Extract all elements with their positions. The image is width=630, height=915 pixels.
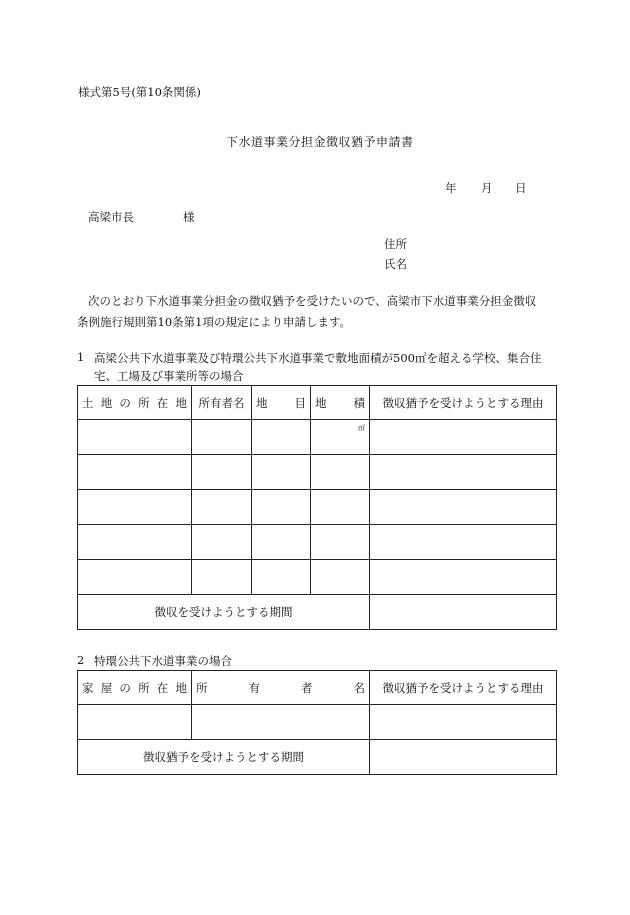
table-row — [78, 560, 557, 595]
owner-name-cell[interactable] — [192, 525, 252, 560]
land-area-cell[interactable] — [311, 560, 370, 595]
section1-number: 1 — [77, 350, 85, 364]
section2-period-value[interactable] — [370, 740, 557, 775]
section1-header-row — [78, 386, 557, 420]
land-location-cell[interactable] — [78, 525, 192, 560]
header-land-category-text: 地 目 — [256, 395, 306, 410]
deferral-reason-cell[interactable] — [370, 525, 557, 560]
deferral-reason-cell[interactable] — [370, 560, 557, 595]
section1-heading-line-1: 高梁公共下水道事業及び特環公共下水道事業で敷地面積が500㎡を超える学校、集合住 — [94, 351, 542, 365]
header-owner — [192, 671, 370, 705]
section2-number: 2 — [77, 653, 85, 667]
section2-heading: 特環公共下水道事業の場合 — [94, 654, 232, 668]
land-area-cell[interactable] — [311, 490, 370, 525]
addressee-honorific: 様 — [183, 210, 195, 224]
header-land-location — [78, 386, 192, 420]
land-area-cell[interactable] — [311, 420, 370, 455]
owner-name-cell[interactable] — [192, 420, 252, 455]
table-row — [78, 705, 557, 740]
section2-header-row — [78, 671, 557, 705]
section2-table — [77, 670, 557, 775]
table-row — [78, 420, 557, 455]
addressee-name: 高梁市長 — [88, 210, 134, 224]
land-category-cell[interactable] — [252, 490, 311, 525]
land-category-cell[interactable] — [252, 525, 311, 560]
section1-period-row — [78, 595, 557, 630]
land-location-cell[interactable] — [78, 490, 192, 525]
name-label: 氏名 — [384, 257, 407, 271]
date-day-label: 日 — [515, 181, 527, 195]
section1-heading-line-2: 宅、工場及び事業所等の場合 — [94, 369, 244, 383]
section2-period-label: 徴収猶予を受けようとする期間 — [78, 740, 370, 775]
form-number: 様式第5号(第10条関係) — [78, 85, 201, 99]
header-house-location — [78, 671, 192, 705]
deferral-reason-cell[interactable] — [370, 455, 557, 490]
header-deferral-reason: 徴収猶予を受けようとする理由 — [370, 671, 557, 705]
land-location-cell[interactable] — [78, 560, 192, 595]
section1-period-value[interactable] — [370, 595, 557, 630]
header-house-location-text: 家 屋 の 所 在 地 — [82, 680, 187, 695]
date-month-label: 月 — [481, 181, 493, 195]
area-unit: ㎡ — [358, 424, 365, 432]
house-location-cell[interactable] — [78, 705, 192, 740]
owner-name-cell[interactable] — [192, 455, 252, 490]
header-land-area-text: 地 積 — [315, 395, 365, 410]
owner-cell[interactable] — [192, 705, 370, 740]
address-label: 住所 — [384, 237, 407, 251]
intro-line-2: 条例施行規則第10条第1項の規定により申請します。 — [77, 315, 352, 329]
section2-period-row — [78, 740, 557, 775]
header-owner-text: 所 有 者 名 — [196, 680, 365, 695]
land-category-cell[interactable] — [252, 420, 311, 455]
deferral-reason-cell[interactable] — [370, 490, 557, 525]
header-owner-name: 所有者名 — [192, 386, 252, 420]
section1-table — [77, 385, 557, 630]
owner-name-cell[interactable] — [192, 560, 252, 595]
deferral-reason-cell[interactable] — [370, 420, 557, 455]
header-land-area — [311, 386, 370, 420]
land-category-cell[interactable] — [252, 560, 311, 595]
land-location-cell[interactable] — [78, 455, 192, 490]
header-land-location-text: 土 地 の 所 在 地 — [82, 395, 187, 410]
section1-period-label: 徴収を受けようとする期間 — [78, 595, 370, 630]
header-deferral-reason: 徴収猶予を受けようとする理由 — [370, 386, 557, 420]
land-category-cell[interactable] — [252, 455, 311, 490]
land-location-cell[interactable] — [78, 420, 192, 455]
deferral-reason-cell[interactable] — [370, 705, 557, 740]
page-title: 下水道事業分担金徴収猶予申請書 — [226, 135, 414, 149]
land-area-cell[interactable] — [311, 525, 370, 560]
table-row — [78, 490, 557, 525]
date-year-label: 年 — [445, 181, 457, 195]
land-area-cell[interactable] — [311, 455, 370, 490]
table-row — [78, 455, 557, 490]
owner-name-cell[interactable] — [192, 490, 252, 525]
intro-line-1: 次のとおり下水道事業分担金の徴収猶予を受けたいので、高梁市下水道事業分担金徴収 — [88, 294, 537, 308]
table-row — [78, 525, 557, 560]
header-land-category — [252, 386, 311, 420]
